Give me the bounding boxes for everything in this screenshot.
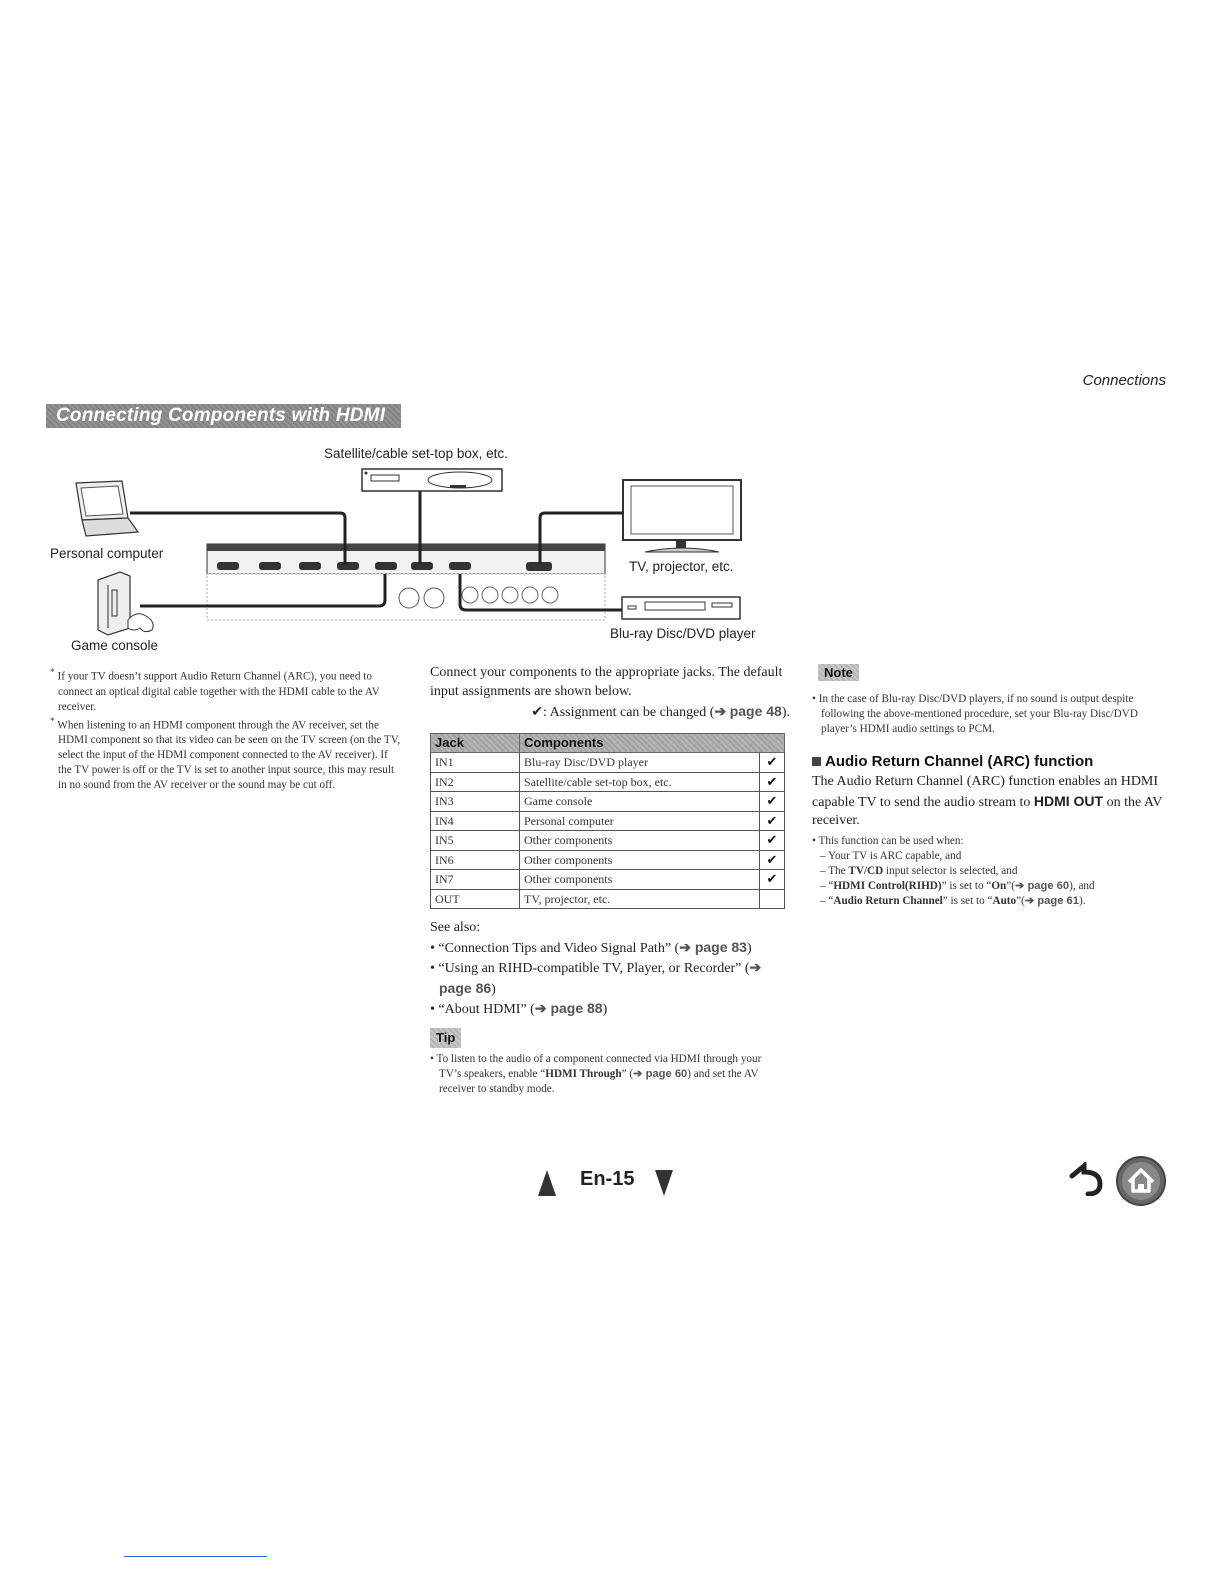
check-cell: ✔ bbox=[760, 831, 785, 851]
section-title: Connecting Components with HDMI bbox=[56, 405, 386, 426]
arc-condition: – “Audio Return Channel” is set to “Auto”(➔ page 61). bbox=[820, 894, 1086, 907]
section-banner bbox=[46, 404, 401, 428]
page-link[interactable]: page 83 bbox=[694, 938, 747, 955]
component-cell: Game console bbox=[520, 792, 760, 812]
bluray-player-icon bbox=[622, 597, 740, 619]
header-components: Components bbox=[520, 733, 785, 753]
label-set-top-box: Satellite/cable set-top box, etc. bbox=[324, 446, 508, 461]
table-row bbox=[431, 870, 785, 890]
page-link[interactable]: page 88 bbox=[550, 1000, 603, 1016]
see-also-item: • “About HDMI” (➔ page 88) bbox=[430, 1000, 608, 1017]
note-arc-text: If your TV doesn’t support Audio Return Channel (ARC), you need to connect an optical digital cable together with the HDMI cable to the AV receiver. bbox=[57, 670, 380, 713]
see-also-list bbox=[430, 938, 790, 1020]
arc-condition: – Your TV is ARC capable, and bbox=[820, 849, 962, 862]
check-cell: ✔ bbox=[760, 870, 785, 890]
jack-cell: IN7 bbox=[431, 870, 520, 890]
tip-text: • To listen to the audio of a component connected via HDMI through your TV’s speakers, enable “HDMI Through” (➔ page 60) and set the AV receiver to standby mode. bbox=[430, 1053, 762, 1095]
jack-cell: IN2 bbox=[431, 772, 520, 792]
component-cell: Satellite/cable set-top box, etc. bbox=[520, 772, 760, 792]
page-link[interactable]: page 61 bbox=[1037, 894, 1079, 907]
label-personal-computer: Personal computer bbox=[50, 546, 164, 561]
connection-diagram bbox=[40, 440, 780, 655]
jack-assignment-table bbox=[430, 733, 785, 910]
tv-icon bbox=[623, 480, 741, 552]
check-cell: ✔ bbox=[760, 792, 785, 812]
arc-condition: – “HDMI Control(RIHD)” is set to “On”(➔ page 60), and bbox=[820, 879, 1095, 892]
component-cell: TV, projector, etc. bbox=[520, 889, 760, 909]
check-cell: ✔ bbox=[760, 850, 785, 870]
page-link[interactable]: page 86 bbox=[439, 979, 492, 996]
arc-conditions-list bbox=[812, 849, 1170, 909]
set-top-box-icon bbox=[362, 469, 502, 491]
table-row bbox=[431, 889, 785, 909]
table-row bbox=[431, 772, 785, 792]
assign-text: : Assignment can be changed ( bbox=[543, 705, 715, 720]
note-text: • In the case of Blu-ray Disc/DVD players, if no sound is output despite following the above-mentioned procedure, set your Blu-ray Disc/DVD player’s HDMI audio settings to PCM. bbox=[812, 693, 1138, 735]
assign-legend bbox=[430, 702, 790, 723]
table-row bbox=[431, 792, 785, 812]
jack-cell: IN6 bbox=[431, 850, 520, 870]
arc-condition: – The TV/CD input selector is selected, and bbox=[820, 864, 1018, 877]
table-row bbox=[431, 753, 785, 773]
note-label: Note bbox=[818, 664, 859, 681]
right-column bbox=[812, 664, 1170, 909]
check-cell: ✔ bbox=[760, 772, 785, 792]
page-number: En-15 bbox=[580, 1168, 635, 1190]
arc-description: The Audio Return Channel (ARC) function enables an HDMI capable TV to send the audio stream to HDMI OUT on the AV receiver. bbox=[812, 774, 1163, 828]
section-label: Connections bbox=[1082, 372, 1166, 389]
note-hdmi-text: When listening to an HDMI component through the AV receiver, set the HDMI component so that its video can be seen on the TV screen (on the TV, select the input of the HDMI component connected to the AV receiver). If the TV power is off or the TV is set to another input source, this may result in no sound from the AV receiver or the sound may be cut off. bbox=[57, 719, 401, 792]
see-also-item: • “Connection Tips and Video Signal Path” (➔ page 83) bbox=[430, 938, 752, 956]
table-row bbox=[431, 850, 785, 870]
tip-label: Tip bbox=[430, 1028, 461, 1049]
arc-conditions-intro: • This function can be used when: bbox=[812, 834, 964, 847]
bottom-link-rule bbox=[124, 1556, 267, 1557]
prev-page-icon[interactable] bbox=[538, 1170, 556, 1196]
component-cell: Other components bbox=[520, 870, 760, 890]
note-arc: * If your TV doesn’t support Audio Return Channel (ARC), you need to connect an optical digital cable together with the HDMI cable to the AV receiver. bbox=[50, 668, 380, 713]
component-cell: Other components bbox=[520, 831, 760, 851]
laptop-icon bbox=[76, 481, 138, 536]
back-icon[interactable] bbox=[1066, 1162, 1106, 1196]
jack-cell: IN5 bbox=[431, 831, 520, 851]
component-cell: Blu-ray Disc/DVD player bbox=[520, 753, 760, 773]
table-row bbox=[431, 811, 785, 831]
jack-cell: IN1 bbox=[431, 753, 520, 773]
check-cell: ✔ bbox=[760, 753, 785, 773]
page-link-60-tip[interactable]: page 60 bbox=[645, 1068, 688, 1080]
square-bullet-icon bbox=[812, 757, 821, 766]
game-console-icon bbox=[98, 572, 153, 635]
arc-heading: Audio Return Channel (ARC) function bbox=[812, 753, 1170, 770]
table-header-row bbox=[431, 733, 785, 753]
see-also-item: • “Using an RIHD-compatible TV, Player, or Recorder” (➔ page 86) bbox=[430, 959, 762, 997]
assign-end: ). bbox=[781, 705, 790, 720]
label-game-console: Game console bbox=[71, 638, 159, 653]
note-hdmi-listening: * When listening to an HDMI component through the AV receiver, set the HDMI component so that its video can be seen on the TV screen (on the TV, select the input of the HDMI component connected to the AV receiver). If the TV power is off or the TV is set to another input source, this may result in no sound from the AV receiver or the sound may be cut off. bbox=[50, 716, 401, 792]
home-icon[interactable] bbox=[1115, 1155, 1167, 1207]
see-also-label: See also: bbox=[430, 920, 481, 935]
page-link-48[interactable]: page 48 bbox=[729, 703, 782, 719]
jack-cell: OUT bbox=[431, 889, 520, 909]
check-icon: ✔ bbox=[531, 705, 543, 720]
label-bluray: Blu-ray Disc/DVD player bbox=[610, 626, 756, 641]
arrow-icon: ➔ bbox=[714, 703, 727, 719]
header-jack: Jack bbox=[431, 733, 520, 753]
jack-cell: IN3 bbox=[431, 792, 520, 812]
jack-cell: IN4 bbox=[431, 811, 520, 831]
check-cell bbox=[760, 889, 785, 909]
check-cell: ✔ bbox=[760, 811, 785, 831]
intro-text: Connect your components to the appropriate jacks. The default input assignments are shown below. bbox=[430, 665, 783, 699]
component-cell: Personal computer bbox=[520, 811, 760, 831]
component-cell: Other components bbox=[520, 850, 760, 870]
label-tv: TV, projector, etc. bbox=[629, 559, 734, 574]
next-page-icon[interactable] bbox=[655, 1170, 673, 1196]
middle-column bbox=[430, 664, 790, 1097]
page-link[interactable]: page 60 bbox=[1027, 879, 1070, 892]
table-row bbox=[431, 831, 785, 851]
left-notes bbox=[50, 666, 402, 793]
